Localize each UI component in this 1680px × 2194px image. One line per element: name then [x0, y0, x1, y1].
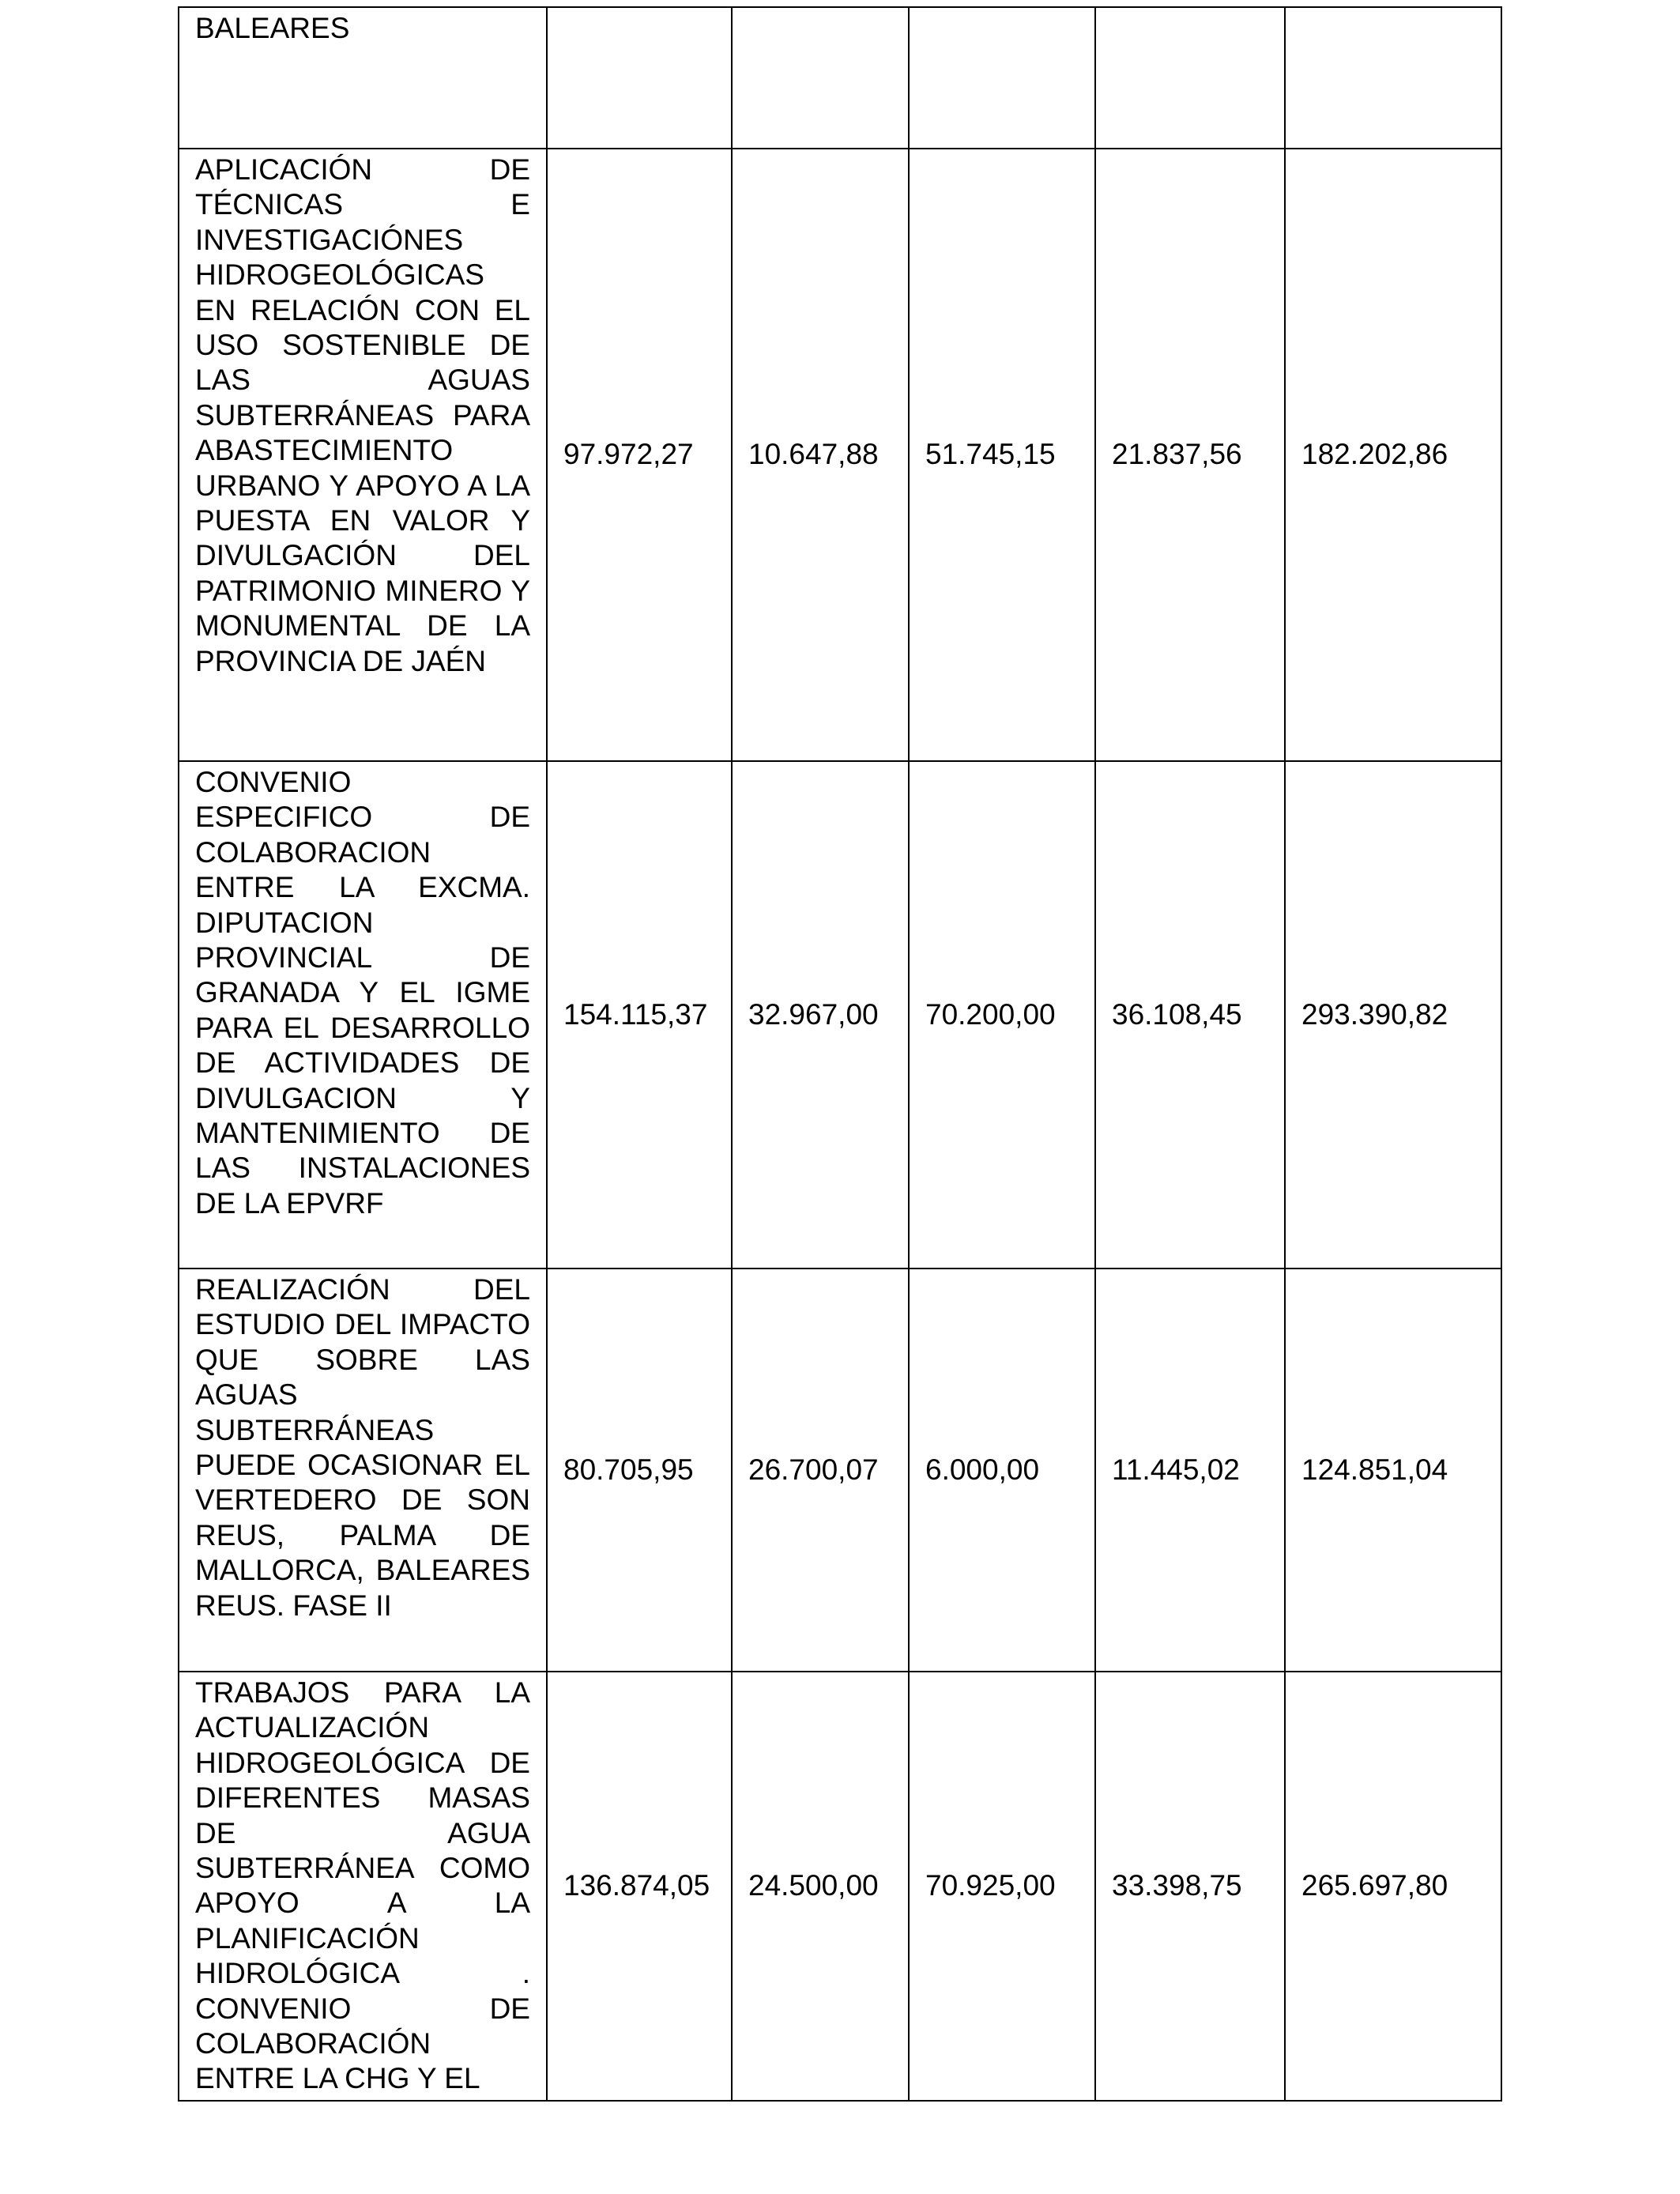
value-cell — [1285, 7, 1501, 149]
project-description-cell — [179, 149, 547, 761]
value-cell: 51.745,15 — [909, 149, 1095, 761]
table-row — [179, 7, 1501, 149]
value-cell: 154.115,37 — [547, 761, 732, 1269]
project-description: APLICACIÓN DE TÉCNICAS E INVESTIGACIÓNES HIDROGEOLÓGICAS EN RELACIÓN CON EL USO SOSTENIBLE DE LAS AGUAS SUBTERRÁNEAS PARA ABASTECIMIENTO URBANO Y APOYO A LA PUESTA EN VALOR Y DIVULGACIÓN DEL PATRIMONIO MINERO Y MONUMENTAL DE LA PROVINCIA DE JAÉN — [195, 153, 530, 677]
value-cell — [732, 7, 909, 149]
value-cell: 11.445,02 — [1095, 1269, 1285, 1672]
value-cell: 70.925,00 — [909, 1672, 1095, 2101]
value-cell — [1095, 7, 1285, 149]
table-row — [179, 1269, 1501, 1672]
value-cell: 97.972,27 — [547, 149, 732, 761]
table-row — [179, 1672, 1501, 2101]
project-description-cell — [179, 1269, 547, 1672]
project-description: BALEARES — [195, 12, 350, 44]
value-cell: 32.967,00 — [732, 761, 909, 1269]
project-description-cell — [179, 7, 547, 149]
budget-table — [178, 6, 1502, 2102]
project-description: CONVENIO ESPECIFICO DE COLABORACION ENTRE LA EXCMA. DIPUTACION PROVINCIAL DE GRANADA Y EL IGME PARA EL DESARROLLO DE ACTIVIDADES DE DIVULGACION Y MANTENIMIENTO DE LAS INSTALACIONES DE LA EPVRF — [195, 766, 530, 1220]
value-cell: 21.837,56 — [1095, 149, 1285, 761]
project-description-cell — [179, 1672, 547, 2101]
project-description: REALIZACIÓN DEL ESTUDIO DEL IMPACTO QUE SOBRE LAS AGUAS SUBTERRÁNEAS PUEDE OCASIONAR EL VERTEDERO DE SON REUS, PALMA DE MALLORCA, BALEARES REUS. FASE II — [195, 1273, 530, 1622]
project-description-cell — [179, 761, 547, 1269]
value-cell: 24.500,00 — [732, 1672, 909, 2101]
value-cell: 136.874,05 — [547, 1672, 732, 2101]
value-cell — [909, 7, 1095, 149]
value-cell: 36.108,45 — [1095, 761, 1285, 1269]
value-cell: 6.000,00 — [909, 1269, 1095, 1672]
value-cell: 80.705,95 — [547, 1269, 732, 1672]
value-cell: 70.200,00 — [909, 761, 1095, 1269]
value-cell: 10.647,88 — [732, 149, 909, 761]
value-cell: 182.202,86 — [1285, 149, 1501, 761]
value-cell: 124.851,04 — [1285, 1269, 1501, 1672]
table-row — [179, 149, 1501, 761]
value-cell: 293.390,82 — [1285, 761, 1501, 1269]
value-cell: 265.697,80 — [1285, 1672, 1501, 2101]
value-cell: 33.398,75 — [1095, 1672, 1285, 2101]
project-description: TRABAJOS PARA LA ACTUALIZACIÓN HIDROGEOLÓGICA DE DIFERENTES MASAS DE AGUA SUBTERRÁNEA COMO APOYO A LA PLANIFICACIÓN HIDROLÓGICA . CONVENIO DE COLABORACIÓN ENTRE LA CHG Y EL — [195, 1676, 530, 2095]
value-cell — [547, 7, 732, 149]
table-row — [179, 761, 1501, 1269]
value-cell: 26.700,07 — [732, 1269, 909, 1672]
